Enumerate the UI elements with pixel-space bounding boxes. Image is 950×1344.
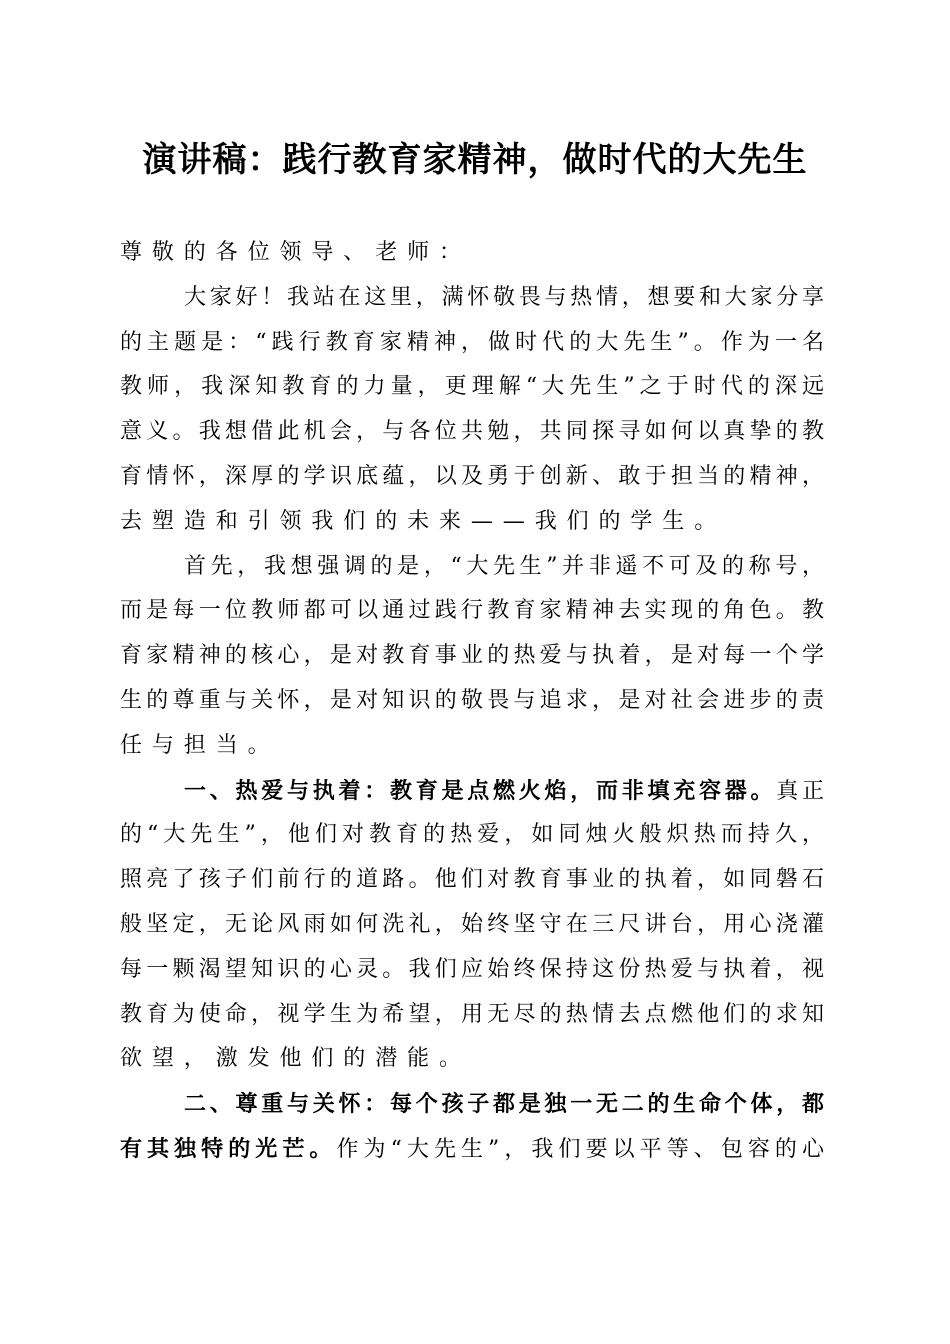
body-text: 教师，我深知教育的力量，更理解“大先生”之于时代的深远 <box>120 374 824 400</box>
bold-heading-text: 二、尊重与关怀：每个孩子都是独一无二的生命个体，都 <box>184 1091 824 1118</box>
body-text: 任与担当。 <box>120 732 280 758</box>
text-line <box>120 858 824 903</box>
text-line <box>120 276 824 321</box>
body-text: 育情怀，深厚的学识底蕴，以及勇于创新、敢于担当的精神， <box>120 463 824 489</box>
text-line <box>120 903 824 948</box>
text-line <box>120 769 824 814</box>
text-line <box>120 545 824 590</box>
body-text: 大家好！我站在这里，满怀敬畏与热情，想要和大家分享 <box>184 284 824 310</box>
bold-heading-text: 有其独特的光芒。 <box>120 1135 337 1162</box>
text-line <box>120 679 824 724</box>
text-line <box>120 993 824 1038</box>
text-line <box>120 1037 824 1082</box>
body-text: 而是每一位教师都可以通过践行教育家精神去实现的角色。教 <box>120 598 824 624</box>
text-line <box>120 634 824 679</box>
text-line <box>120 455 824 500</box>
body-text: 去塑造和引领我们的未来——我们的学生。 <box>120 508 727 534</box>
text-line <box>120 231 824 276</box>
body-text: 欲望，激发他们的潜能。 <box>120 1046 471 1072</box>
body-text: 照亮了孩子们前行的道路。他们对教育事业的执着，如同磐石 <box>120 867 824 893</box>
text-line <box>120 1082 824 1127</box>
body-text: 首先，我想强调的是，“大先生”并非遥不可及的称号， <box>184 553 824 579</box>
text-line <box>120 813 824 858</box>
text-line <box>120 1127 824 1172</box>
body-text: 般坚定，无论风雨如何洗礼，始终坚守在三尺讲台，用心浇灌 <box>120 911 824 937</box>
body-text: 生的尊重与关怀，是对知识的敬畏与追求，是对社会进步的责 <box>120 687 824 713</box>
body-text: 意义。我想借此机会，与各位共勉，共同探寻如何以真挚的教 <box>120 419 824 445</box>
text-line <box>120 500 824 545</box>
text-line <box>120 589 824 634</box>
body-text: 育家精神的核心，是对教育事业的热爱与执着，是对每一个学 <box>120 643 824 669</box>
text-line <box>120 321 824 366</box>
body-text: 每一颗渴望知识的心灵。我们应始终保持这份热爱与执着，视 <box>120 956 824 982</box>
text-line <box>120 410 824 455</box>
text-line <box>120 365 824 410</box>
text-line <box>120 948 824 993</box>
body-text: 真正 <box>776 778 824 804</box>
document-body <box>120 231 824 1172</box>
text-line <box>120 724 824 769</box>
document-title: 演讲稿：践行教育家精神，做时代的大先生 <box>142 140 808 180</box>
bold-heading-text: 一、热爱与执着：教育是点燃火焰，而非填充容器。 <box>184 777 777 804</box>
body-text: 教育为使命，视学生为希望，用无尽的热情去点燃他们的求知 <box>120 1001 824 1027</box>
body-text: 尊敬的各位领导、老师： <box>120 240 471 265</box>
body-text: 作为“大先生”，我们要以平等、包容的心 <box>336 1136 824 1162</box>
body-text: 的主题是：“践行教育家精神，做时代的大先生”。作为一名 <box>120 329 824 355</box>
body-text: 的“大先生”，他们对教育的热爱，如同烛火般炽热而持久， <box>120 822 824 848</box>
